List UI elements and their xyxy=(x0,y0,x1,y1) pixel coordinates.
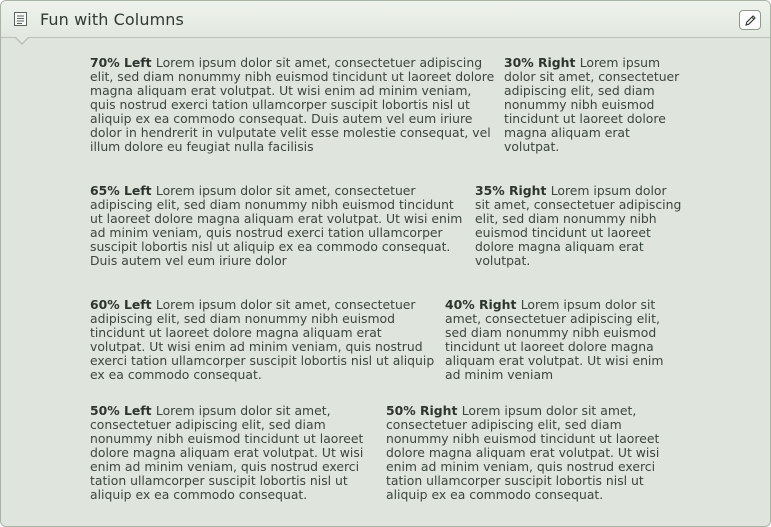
column-text: Lorem ipsum dolor sit amet, consectetuer adipiscing elit, sed diam nonummy nibh euismod tincidunt ut laoreet dolore magna aliquam erat volutpat. Ut wisi enim ad minim veniam, quis nostrud exerci tation ullamcorper suscipit lobortis nisl ut aliquip ex ea commodo consequat. Duis autem vel eum iriure dolor xyxy=(90,183,463,268)
column-label: 35% Right xyxy=(475,183,551,198)
right-column xyxy=(386,404,674,502)
left-column xyxy=(90,404,377,502)
column-text: Lorem ipsum dolor sit amet, consectetuer adipiscing elit, sed diam nonummy nibh euismod tincidunt ut laoreet dolore magna aliquam erat volutpat. Ut wisi enim ad minim veniam, quis nostrud exerci tation ullamcorper suscipit lobortis nisl ut aliquip ex ea commodo consequat. xyxy=(90,403,364,502)
document-icon xyxy=(13,11,28,27)
column-label: 50% Left xyxy=(90,403,156,418)
column-text: Lorem ipsum dolor sit amet, consectetuer adipiscing elit, sed diam nonummy nibh euismod tincidunt ut laoreet dolore magna aliquam erat volutpat. xyxy=(504,55,680,154)
column-label: 50% Right xyxy=(386,403,462,418)
column-label: 40% Right xyxy=(445,297,521,312)
right-column xyxy=(504,56,684,154)
column-label: 65% Left xyxy=(90,183,156,198)
edit-button[interactable] xyxy=(739,10,761,30)
left-column xyxy=(90,56,498,154)
column-label: 30% Right xyxy=(504,55,580,70)
column-text: Lorem ipsum dolor sit amet, consectetuer adipiscing elit, sed diam nonummy nibh euismod tincidunt ut laoreet dolore magna aliquam erat volutpat. Ut wisi enim ad minim veniam xyxy=(445,297,664,382)
column-text: Lorem ipsum dolor sit amet, consectetuer adipiscing elit, sed diam nonummy nibh euismod tincidunt ut laoreet dolore magna aliquam erat volutpat. xyxy=(475,183,682,268)
column-text: Lorem ipsum dolor sit amet, consectetuer adipiscing elit, sed diam nonummy nibh euismod tincidunt ut laoreet dolore magna aliquam erat volutpat. Ut wisi enim ad minim veniam, quis nostrud exerci tation ullamcorper suscipit lobortis nisl ut aliquip ex ea commodo consequat. xyxy=(386,403,660,502)
panel-header xyxy=(1,1,770,38)
panel-title: Fun with Columns xyxy=(40,10,184,29)
column-label: 60% Left xyxy=(90,297,156,312)
right-column xyxy=(445,298,675,382)
column-label: 70% Left xyxy=(90,55,156,70)
column-text: Lorem ipsum dolor sit amet, consectetuer adipiscing elit, sed diam nonummy nibh euismod tincidunt ut laoreet dolore magna aliquam erat volutpat. Ut wisi enim ad minim veniam, quis nostrud exerci tation ullamcorper suscipit lobortis nisl ut aliquip ex ea commodo consequat. Duis autem vel eum iriure dolor in hendrerit in vulputate velit esse molestie consequat, vel illum dolore eu feugiat nulla facilisis xyxy=(90,55,495,154)
column-text: Lorem ipsum dolor sit amet, consectetuer adipiscing elit, sed diam nonummy nibh euismod tincidunt ut laoreet dolore magna aliquam erat volutpat. Ut wisi enim ad minim veniam, quis nostrud exerci tation ullamcorper suscipit lobortis nisl ut aliquip ex ea commodo consequat. xyxy=(90,297,435,382)
left-column xyxy=(90,298,438,382)
pencil-icon xyxy=(744,14,757,27)
left-column xyxy=(90,184,468,268)
right-column xyxy=(475,184,685,268)
